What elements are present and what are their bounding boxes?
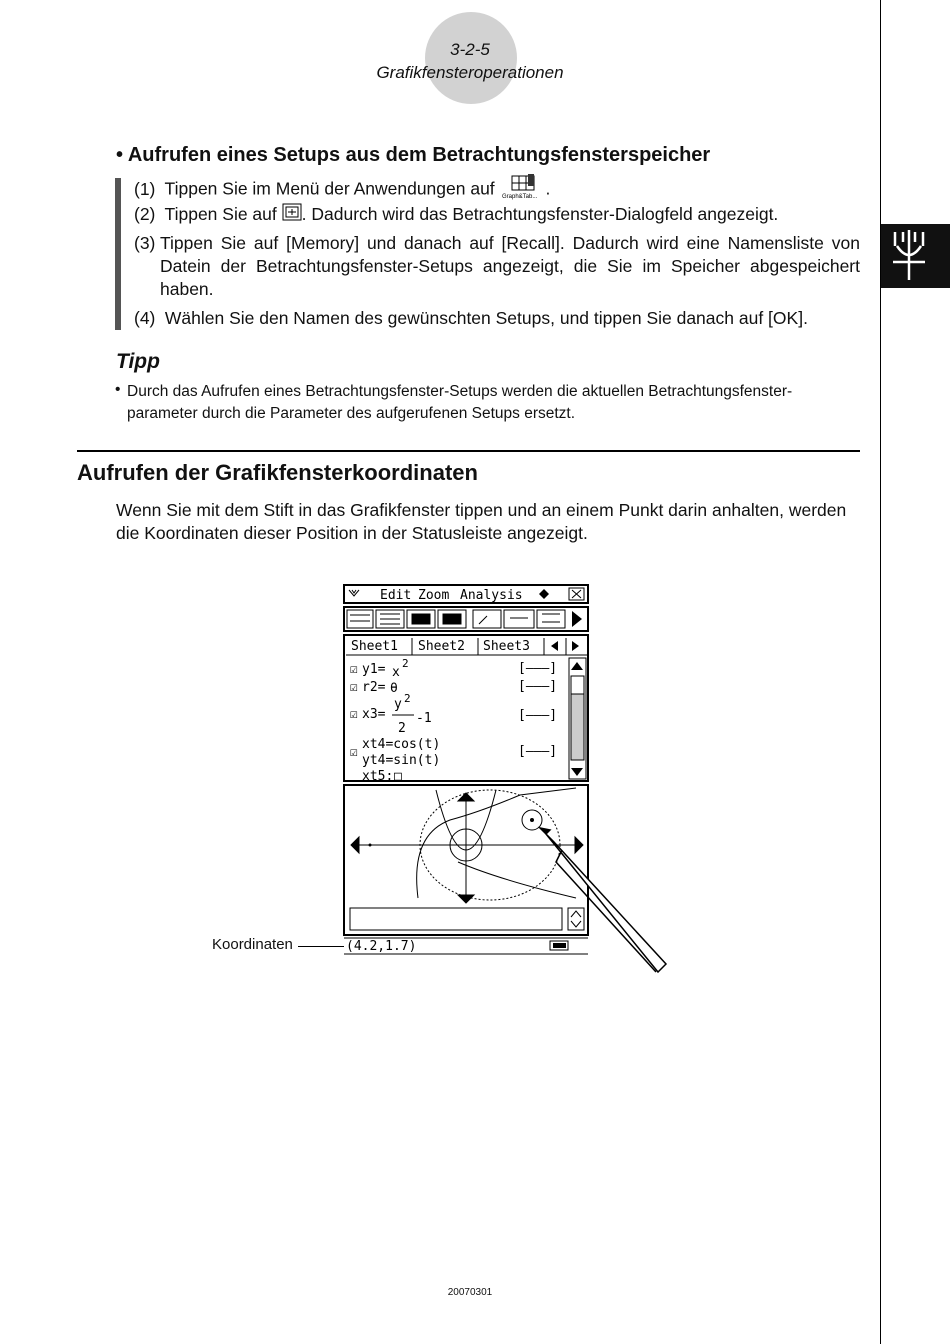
svg-text:☑: ☑ <box>350 680 358 695</box>
step-number: (2) <box>134 204 156 224</box>
menu-analysis: Analysis <box>460 588 523 603</box>
callout-line <box>298 946 344 947</box>
function-row-3-num: y <box>394 697 402 712</box>
function-row-3: x3= <box>362 707 386 722</box>
toolbar-y-editor-icon <box>347 610 373 628</box>
style-marker-4: [———] <box>518 744 558 759</box>
step-text: Tippen Sie im Menü der Anwendungen auf <box>164 178 495 199</box>
step-3-number-row <box>134 232 160 255</box>
function-row-3-numsup: 2 <box>404 692 411 705</box>
section-number: 3-2-5 <box>450 40 490 59</box>
function-row-4: xt4=cos(t) <box>362 737 441 752</box>
procedure-heading <box>116 144 710 167</box>
step-text-end: . <box>545 178 551 199</box>
tip-bullet-icon: • <box>115 381 121 398</box>
app-icon-label: Graph&Tab... <box>501 194 537 200</box>
toolbar-settings-icon <box>537 610 565 628</box>
style-marker-3: [———] <box>518 708 558 723</box>
function-row-5-rhs: □ <box>394 769 402 784</box>
function-row-2-rhs: θ <box>390 681 398 696</box>
bullet-icon: • <box>116 144 124 166</box>
step-number: (3) <box>134 233 156 253</box>
step-text: Wählen Sie den Namen des gewünschten Setups, und tippen Sie danach auf [OK]. <box>164 308 808 328</box>
section2-paragraph: Wenn Sie mit dem Stift in das Grafikfenster tippen und an einem Punkt darin anhalten, werden die Koordinaten dieser Position in der Statusleiste angezeigt. <box>116 500 847 543</box>
function-row-5: xt5: <box>362 769 394 784</box>
svg-text:☑: ☑ <box>350 707 358 722</box>
step-number: (1) <box>134 178 156 199</box>
graph-table-app-icon <box>500 174 546 206</box>
view-window-icon <box>282 203 302 227</box>
svg-text:☑: ☑ <box>350 745 358 760</box>
step-4 <box>134 307 808 330</box>
chapter-tab <box>881 224 950 288</box>
style-marker-2: [———] <box>518 679 558 694</box>
step-number: (4) <box>134 308 156 328</box>
page-edge-rule <box>880 0 881 1344</box>
section-title: Grafikfensteroperationen <box>376 63 564 82</box>
scroll-thumb <box>571 676 584 694</box>
step-2 <box>134 203 778 227</box>
section2-heading: Aufrufen der Grafikfensterkoordinaten <box>77 460 478 485</box>
function-row-1: y1= <box>362 662 386 677</box>
tab-sheet2: Sheet2 <box>418 639 465 654</box>
footer-code: 20070301 <box>447 1287 493 1298</box>
function-row-4-line2: yt4=sin(t) <box>362 753 441 768</box>
toolbar-pan-icon <box>504 610 534 628</box>
procedure-sidebar <box>115 178 121 330</box>
calculator-screen-figure <box>340 580 680 980</box>
style-marker-1: [———] <box>518 661 558 676</box>
function-row-1-lhs: ☑ <box>350 662 358 677</box>
function-row-2: r2= <box>362 680 386 695</box>
status-coordinates: (4.2,1.7) <box>346 939 417 954</box>
tip-text: Durch das Aufrufen eines Betrachtungsfenster-Setups werden die aktuellen Betrachtungsfenster-parameter durch die Parameter des aufgerufenen Setups ersetzt. <box>127 383 793 422</box>
step-1 <box>134 174 550 206</box>
function-row-1-sup: 2 <box>402 657 409 670</box>
toolbar-zoom-in-icon <box>473 610 501 628</box>
tab-sheet1: Sheet1 <box>351 639 398 654</box>
step-text: Tippen Sie auf <box>164 204 277 224</box>
procedure-heading-text: Aufrufen eines Setups aus dem Betrachtungsfensterspeicher <box>127 144 711 166</box>
section-divider <box>77 450 860 452</box>
function-row-3-den: 2 <box>398 721 406 736</box>
menu-zoom: Zoom <box>418 588 450 603</box>
tab-sheet3: Sheet3 <box>483 639 530 654</box>
graph-input-bar <box>350 908 562 930</box>
graph-chapter-icon <box>881 224 950 288</box>
step-text-end: . Dadurch wird das Betrachtungsfenster-Dialogfeld angezeigt. <box>301 204 779 224</box>
function-row-3-tail: -1 <box>416 711 432 726</box>
menu-edit: Edit <box>380 588 412 603</box>
coordinates-callout-label: Koordinaten <box>212 936 293 953</box>
step-3-text: Tippen Sie auf [Memory] und danach auf [Recall]. Dadurch wird eine Namensliste von Datein der Betrachtungsfenster-Setups angezeigt, die Sie im Speicher abgespeichert haben. <box>160 233 860 299</box>
function-row-1-rhs: x <box>392 665 400 680</box>
tip-heading: Tipp <box>116 350 160 373</box>
